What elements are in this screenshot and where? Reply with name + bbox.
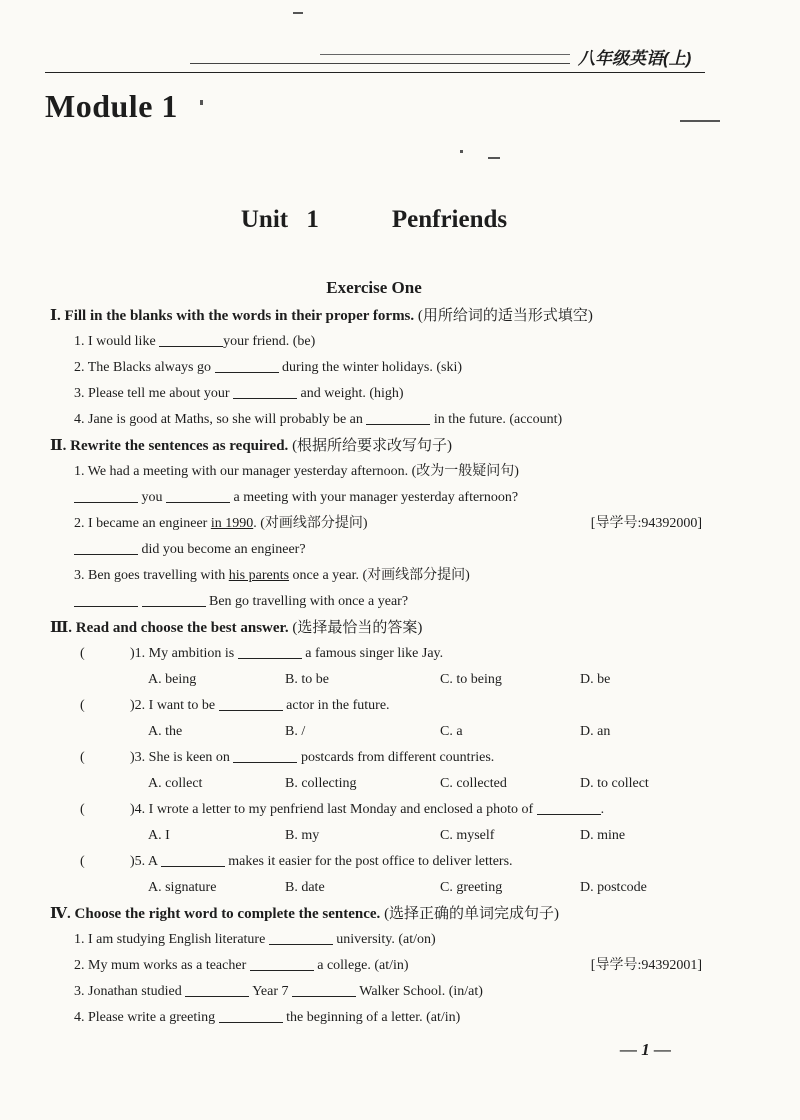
question-1-3 <box>50 381 750 407</box>
underlined-phrase: in 1990 <box>210 516 254 531</box>
answer-line-2-1 <box>50 485 750 511</box>
answer-bracket[interactable]: ( <box>80 646 85 661</box>
mc-question-4 <box>50 797 750 823</box>
question-2-3 <box>50 563 750 589</box>
section-2-title: Rewrite the sentences as required. <box>70 438 289 454</box>
answer-blank[interactable] <box>142 592 206 607</box>
option-d[interactable]: D. an <box>580 724 611 739</box>
question-text: 4. Jane is good at Maths, so she will probably be an <box>74 412 367 427</box>
question-text: 2. The Blacks always go <box>74 360 215 375</box>
question-text: and weight. (high) <box>297 386 404 401</box>
section-4-heading <box>50 901 750 927</box>
speck <box>488 157 500 159</box>
answer-bracket[interactable]: ( <box>80 698 85 713</box>
section-2-heading <box>50 433 750 459</box>
answer-line-2-3 <box>50 589 750 615</box>
question-4-1 <box>50 927 750 953</box>
mc-question-1 <box>50 641 750 667</box>
question-text: )2. I want to be <box>130 698 219 713</box>
question-2-2 <box>50 511 750 537</box>
option-b[interactable]: B. date <box>285 880 325 895</box>
option-a[interactable]: A. signature <box>148 880 217 895</box>
question-text: the beginning of a letter. (at/in) <box>282 1010 461 1025</box>
answer-blank[interactable] <box>269 930 333 945</box>
answer-bracket[interactable]: ( <box>80 802 85 817</box>
option-d[interactable]: D. postcode <box>580 880 647 895</box>
answer-blank[interactable] <box>219 1008 283 1023</box>
option-a[interactable]: A. I <box>148 828 170 843</box>
answer-bracket[interactable]: ( <box>80 750 85 765</box>
question-text: )5. A <box>130 854 161 869</box>
answer-blank <box>233 748 297 763</box>
option-d[interactable]: D. to collect <box>580 776 649 791</box>
question-text: makes it easier for the post office to deliver letters. <box>224 854 513 869</box>
question-text: . (对画线部分提问) <box>253 516 368 531</box>
exercise-content <box>50 303 750 1031</box>
question-text: . <box>600 802 605 817</box>
answer-blank <box>238 644 302 659</box>
guide-number: [导学号:94392000] <box>590 516 702 531</box>
question-text: your friend. (be) <box>223 334 316 349</box>
option-a[interactable]: A. the <box>148 724 183 739</box>
question-text: 1. I am studying English literature <box>74 932 269 947</box>
answer-blank[interactable] <box>215 358 279 373</box>
question-4-2 <box>50 953 750 979</box>
option-c[interactable]: C. to being <box>440 672 502 687</box>
mc-options-4 <box>50 823 750 849</box>
answer-blank[interactable] <box>250 956 314 971</box>
answer-line-2-2 <box>50 537 750 563</box>
question-text: 3. Ben goes travelling with <box>74 568 229 583</box>
question-text: 2. My mum works as a teacher <box>74 958 250 973</box>
answer-blank[interactable] <box>74 488 138 503</box>
answer-blank[interactable] <box>233 384 297 399</box>
answer-text: a meeting with your manager yesterday afternoon? <box>230 490 519 505</box>
header-rule-bottom <box>45 72 705 73</box>
option-b[interactable]: B. collecting <box>285 776 357 791</box>
speck <box>460 150 463 153</box>
unit-title: Unit 1 Penfriends <box>240 206 508 233</box>
underlined-phrase: his parents <box>228 568 290 583</box>
answer-blank[interactable] <box>74 540 138 555</box>
section-2-number: Ⅱ. <box>50 438 67 454</box>
answer-blank[interactable] <box>74 592 138 607</box>
mc-options-3 <box>50 771 750 797</box>
section-1-heading <box>50 303 750 329</box>
question-4-3 <box>50 979 750 1005</box>
mc-options-2 <box>50 719 750 745</box>
question-text: 2. I became an engineer <box>74 516 211 531</box>
answer-blank[interactable] <box>166 488 230 503</box>
option-b[interactable]: B. my <box>285 828 320 843</box>
question-1-4 <box>50 407 750 433</box>
answer-text: Ben go travelling with once a year? <box>205 594 409 609</box>
answer-blank[interactable] <box>292 982 356 997</box>
section-1-title: Fill in the blanks with the words in their proper forms. <box>64 308 415 324</box>
option-c[interactable]: C. collected <box>440 776 507 791</box>
guide-number: [导学号:94392001] <box>590 958 702 973</box>
question-text: actor in the future. <box>282 698 390 713</box>
page-number: — 1 — <box>620 1040 671 1059</box>
section-3-instruction: (选择最恰当的答案) <box>292 620 423 636</box>
question-1-1 <box>50 329 750 355</box>
mc-question-5 <box>50 849 750 875</box>
question-text: university. (at/on) <box>332 932 436 947</box>
option-d[interactable]: D. mine <box>580 828 626 843</box>
section-1-number: Ⅰ. <box>50 308 61 324</box>
question-text: a college. (at/in) <box>313 958 409 973</box>
section-4-number: Ⅳ. <box>50 906 71 922</box>
option-a[interactable]: A. collect <box>148 776 203 791</box>
option-b[interactable]: B. / <box>285 724 306 739</box>
section-4-title: Choose the right word to complete the sentence. <box>74 906 381 922</box>
answer-blank[interactable] <box>366 410 430 425</box>
option-c[interactable]: C. greeting <box>440 880 503 895</box>
question-text: during the winter holidays. (ski) <box>278 360 463 375</box>
section-2-instruction: (根据所给要求改写句子) <box>292 438 453 454</box>
question-text: a famous singer like Jay. <box>301 646 444 661</box>
answer-blank <box>161 852 225 867</box>
section-3-title: Read and choose the best answer. <box>75 620 289 636</box>
answer-text: you <box>138 490 166 505</box>
answer-blank[interactable] <box>185 982 249 997</box>
speck <box>200 100 203 105</box>
section-3-heading <box>50 615 750 641</box>
question-text: )3. She is keen on <box>130 750 234 765</box>
exercise-title: Exercise One <box>326 278 422 297</box>
option-a[interactable]: A. being <box>148 672 197 687</box>
mc-options-1 <box>50 667 750 693</box>
question-text: 3. Jonathan studied <box>74 984 186 999</box>
question-4-4 <box>50 1005 750 1031</box>
option-c[interactable]: C. myself <box>440 828 495 843</box>
question-text: 3. Please tell me about your <box>74 386 234 401</box>
mc-options-5 <box>50 875 750 901</box>
question-text: in the future. (account) <box>430 412 563 427</box>
section-1-instruction: (用所给词的适当形式填空) <box>417 308 593 324</box>
question-text: once a year. (对画线部分提问) <box>289 568 470 583</box>
answer-blank[interactable] <box>159 332 223 347</box>
question-text: postcards from different countries. <box>297 750 495 765</box>
question-1-2 <box>50 355 750 381</box>
question-text: 4. Please write a greeting <box>74 1010 219 1025</box>
speck <box>680 120 720 122</box>
option-c[interactable]: C. a <box>440 724 463 739</box>
question-text: Walker School. (in/at) <box>356 984 483 999</box>
option-b[interactable]: B. to be <box>285 672 329 687</box>
book-title: 八年级英语(上) <box>578 49 692 68</box>
speck <box>293 12 303 14</box>
module-title: Module 1 <box>45 88 178 124</box>
section-3-number: Ⅲ. <box>50 620 73 636</box>
question-2-1: 1. We had a meeting with our manager yesterday afternoon. (改为一般疑问句) <box>74 464 519 479</box>
header-rule-middle <box>190 63 570 64</box>
section-4-instruction: (选择正确的单词完成句子) <box>384 906 560 922</box>
answer-blank <box>537 800 601 815</box>
answer-bracket[interactable]: ( <box>80 854 85 869</box>
answer-blank <box>219 696 283 711</box>
question-text: Year 7 <box>249 984 292 999</box>
question-text: )4. I wrote a letter to my penfriend last Monday and enclosed a photo of <box>130 802 537 817</box>
mc-question-2 <box>50 693 750 719</box>
answer-text: did you become an engineer? <box>138 542 306 557</box>
question-text: 1. I would like <box>74 334 160 349</box>
header-rule-top <box>320 54 570 55</box>
mc-question-3 <box>50 745 750 771</box>
question-text: )1. My ambition is <box>130 646 238 661</box>
option-d[interactable]: D. be <box>580 672 611 687</box>
